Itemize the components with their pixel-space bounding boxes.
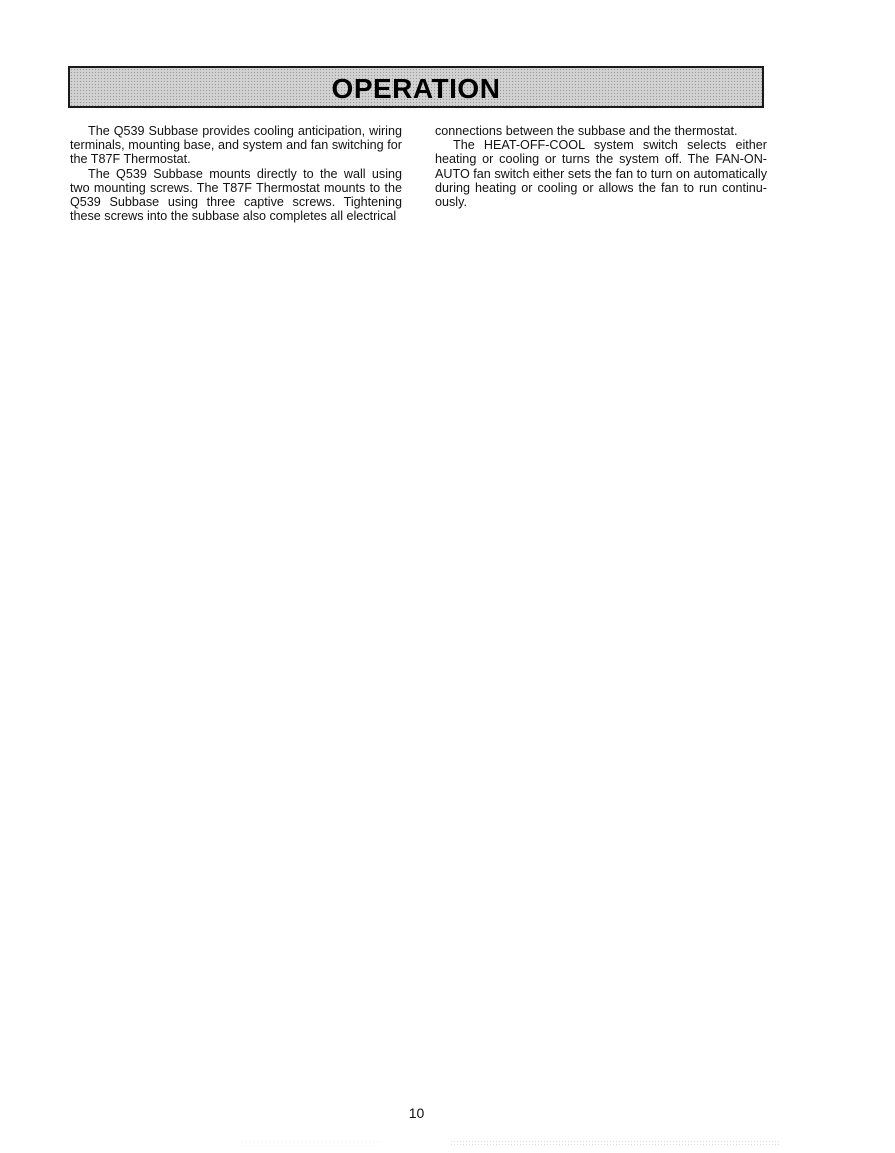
left-text-column [70,124,402,223]
right-text-column [435,124,767,209]
paragraph-connections-continued: connections between the subbase and the thermostat. [435,124,738,138]
section-title: OPERATION [331,73,501,104]
scan-artifact [450,1140,780,1146]
paragraph-mounting: The Q539 Subbase mounts directly to the wall using two mounting screws. The T87F Thermostat mounts to the Q539 Subbase using three captive screws. Tightening these screws into the subbase also completes all electrical [70,166,402,224]
paragraph-switches: The HEAT-OFF-COOL system switch selects either heating or cooling or turns the system off. The FAN-ON-AUTO fan switch either sets the fan to turn on automatically during heating or cooling or allows the fan to run continuously. [435,138,767,210]
paragraph-subbase-intro: The Q539 Subbase provides cooling anticipation, wiring terminals, mounting base, and system and fan switching for the T87F Thermostat. [70,124,402,167]
scan-artifact [240,1140,380,1146]
section-header-bar [68,66,764,108]
page-number: 10 [408,1105,425,1121]
